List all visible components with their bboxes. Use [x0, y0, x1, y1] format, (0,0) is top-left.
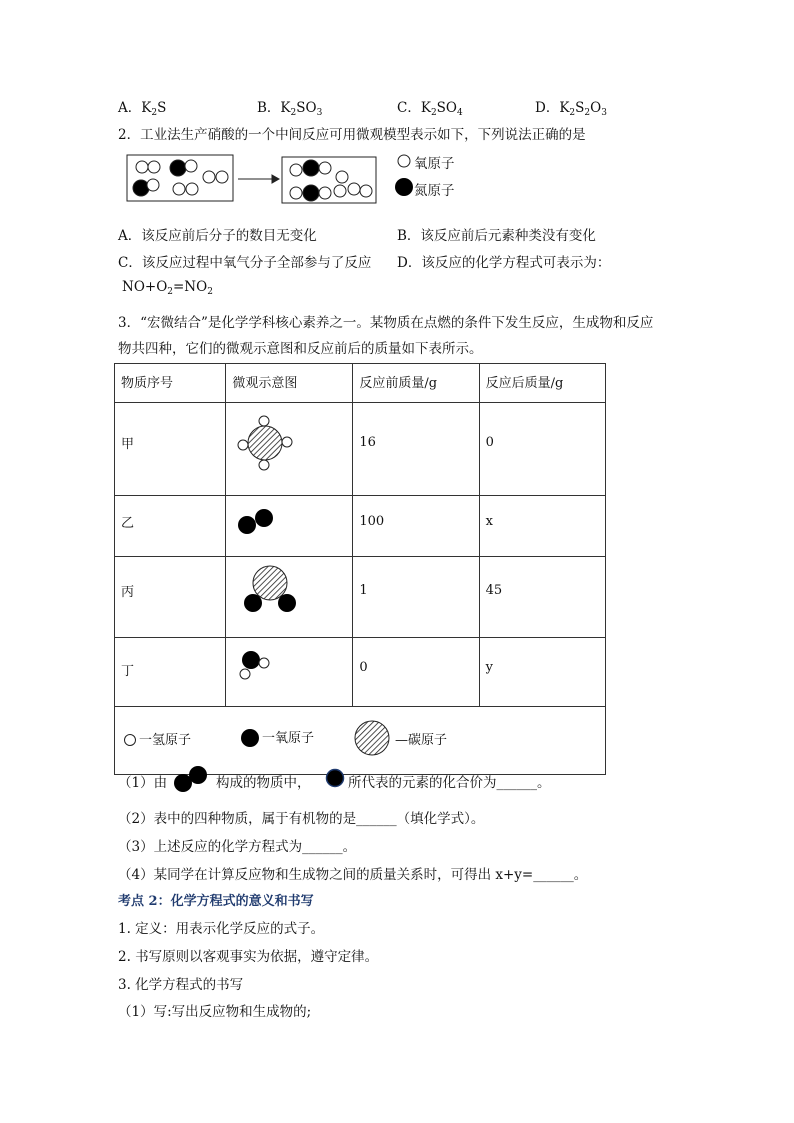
- molecule-cell: [226, 496, 353, 557]
- legend-hydrogen: 一氢原子: [139, 733, 192, 748]
- oxygen-molecule-icon: [226, 496, 352, 552]
- q1-option-c: C．$K_2SO_4$: [397, 100, 463, 118]
- q1-option-a: A．$K_2S$: [118, 100, 167, 118]
- q2-option-a: A．该反应前后分子的数目无变化: [118, 228, 317, 244]
- reactant-box: [127, 155, 233, 201]
- molecule-cell: [226, 638, 353, 707]
- molecule-cell: [226, 403, 353, 496]
- section-item-4: （1）写:写出反应物和生成物的;: [118, 1004, 312, 1020]
- legend-oxygen: 一氧原子: [262, 731, 315, 746]
- q1-option-b: B．$K_2SO_3$: [257, 100, 323, 118]
- substance-name: 丁: [115, 638, 226, 707]
- header-cell: 物质序号: [115, 364, 226, 403]
- mass-after: x: [479, 496, 605, 557]
- table-row: [115, 557, 606, 638]
- q2-option-d: D．该反应的化学方程式可表示为：: [397, 255, 611, 271]
- q2-option-b: B．该反应前后元素种类没有变化: [397, 228, 596, 244]
- mass-before: 0: [353, 638, 479, 707]
- q3-stem-line2: 物共四种，它们的微观示意图和反应前后的质量如下表所示。: [118, 341, 483, 357]
- molecule-cell: [226, 557, 353, 638]
- mass-before: 16: [353, 403, 479, 496]
- oxygen-atom-inline-icon: [324, 767, 346, 789]
- substance-name: 乙: [115, 496, 226, 557]
- section-item-1: 1. 定义：用表示化学反应的式子。: [118, 921, 325, 937]
- hydrogen-atom-icon: [123, 733, 137, 747]
- q3-sub4: （4）某同学在计算反应物和生成物之间的质量关系时，可得出 x+y=______。: [118, 867, 588, 883]
- table-row: [115, 496, 606, 557]
- product-box: [282, 157, 376, 203]
- q2-equation: $NO+O_2=NO_2$: [122, 279, 213, 297]
- q3-sub1-suffix: 所代表的元素的化合价为______。: [348, 775, 551, 791]
- nitrogen-atom-legend-icon: [393, 176, 415, 198]
- header-cell: 反应前质量/g: [353, 364, 479, 403]
- q3-sub1-middle: 构成的物质中，: [216, 775, 311, 791]
- oxygen-atom-legend-icon: [395, 152, 413, 170]
- q2-legend-nitrogen: 氮原子: [414, 183, 455, 199]
- table-row: [115, 403, 606, 496]
- q2-reaction-diagram: [126, 153, 382, 205]
- mass-before: 100: [353, 496, 479, 557]
- water-molecule-icon: [226, 638, 352, 702]
- table-row: [115, 638, 606, 707]
- methane-molecule-icon: [226, 403, 352, 491]
- section-title: 考点 2：化学方程式的意义和书写: [118, 894, 314, 909]
- section-item-3: 3. 化学方程式的书写: [118, 977, 244, 993]
- reaction-arrow: [238, 175, 279, 183]
- q2-stem: 2．工业法生产硝酸的一个中间反应可用微观模型表示如下，下列说法正确的是: [118, 127, 586, 143]
- q2-legend-oxygen: 氧原子: [414, 156, 455, 172]
- legend-carbon: —碳原子: [395, 733, 448, 748]
- mass-after: y: [479, 638, 605, 707]
- q1-option-d: D．$K_2S_2O_3$: [535, 100, 607, 118]
- section-item-2: 2. 书写原则以客观事实为依据，遵守定律。: [118, 949, 379, 965]
- carbon-atom-icon: [353, 719, 391, 757]
- q2-option-c: C．该反应过程中氧气分子全部参与了反应: [118, 255, 372, 271]
- mass-before: 1: [353, 557, 479, 638]
- carbon-dioxide-molecule-icon: [226, 557, 352, 633]
- q3-stem-line1: 3．“宏微结合”是化学学科核心素养之一。某物质在点燃的条件下发生反应，生成物和反应: [118, 315, 654, 331]
- header-cell: 微观示意图: [226, 364, 353, 403]
- oxygen-molecule-inline-icon: [171, 764, 213, 794]
- q3-data-table: [114, 363, 606, 775]
- q3-sub2: （2）表中的四种物质，属于有机物的是______（填化学式）。: [118, 811, 485, 827]
- q3-sub3: （3）上述反应的化学方程式为______。: [118, 839, 357, 855]
- mass-after: 45: [479, 557, 605, 638]
- header-cell: 反应后质量/g: [479, 364, 605, 403]
- substance-name: 丙: [115, 557, 226, 638]
- oxygen-atom-icon: [239, 727, 261, 749]
- substance-name: 甲: [115, 403, 226, 496]
- q3-sub1-prefix: （1）由: [118, 775, 168, 791]
- table-header-row: [115, 364, 606, 403]
- mass-after: 0: [479, 403, 605, 496]
